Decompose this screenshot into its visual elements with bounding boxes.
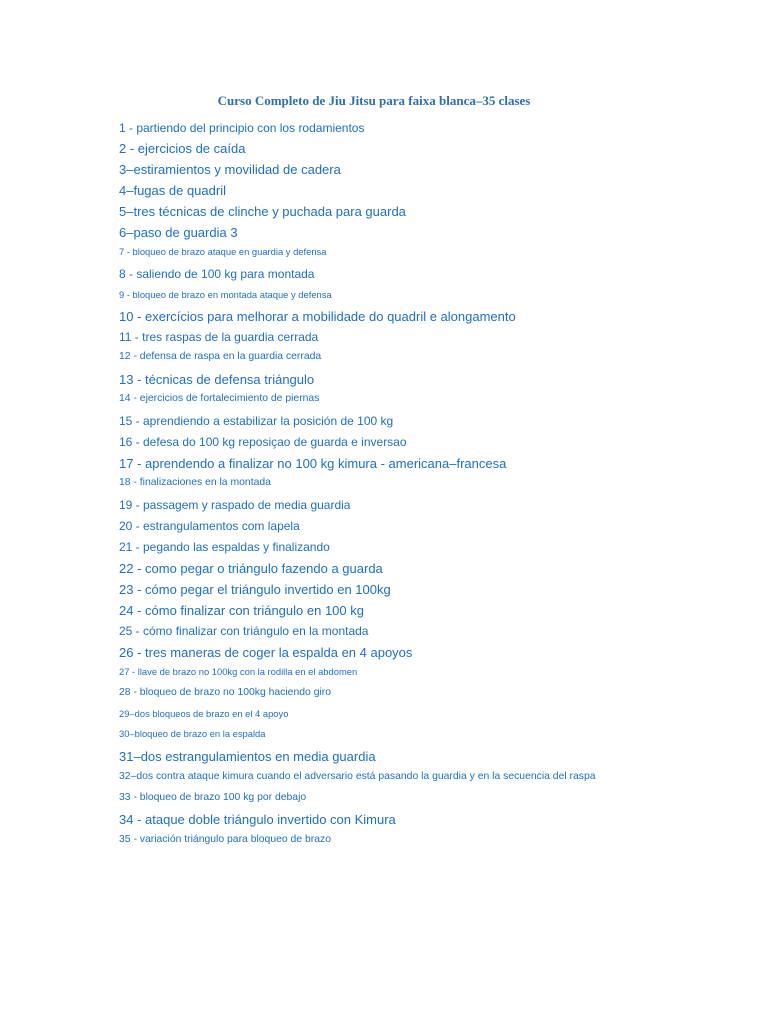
document-title: Curso Completo de Jiu Jitsu para faixa blanca–35 clases — [217, 93, 531, 108]
lesson-item: 25 - cómo finalizar con triángulo en la montada — [119, 624, 369, 638]
lesson-item: 16 - defesa do 100 kg reposiçao de guarda e inversao — [119, 435, 407, 449]
lesson-item: 1 - partiendo del principio con los rodamientos — [119, 121, 365, 135]
lesson-item: 13 - técnicas de defensa triángulo — [119, 372, 315, 387]
lesson-item: 12 - defensa de raspa en la guardia cerrada — [119, 351, 322, 362]
lesson-item: 30–bloqueo de brazo en la espalda — [119, 728, 266, 739]
lesson-item: 19 - passagem y raspado de media guardia — [119, 498, 351, 512]
lesson-item: 6–paso de guardia 3 — [119, 225, 238, 240]
lesson-item: 34 - ataque doble triángulo invertido con Kimura — [119, 812, 396, 827]
lesson-item: 33 - bloqueo de brazo 100 kg por debajo — [119, 792, 307, 803]
lesson-item: 17 - aprendendo a finalizar no 100 kg kimura - americana–francesa — [119, 456, 507, 471]
lesson-item: 18 - finalizaciones en la montada — [119, 477, 271, 488]
lesson-item: 21 - pegando las espaldas y finalizando — [119, 540, 330, 554]
lesson-item: 26 - tres maneras de coger la espalda en 4 apoyos — [119, 645, 413, 660]
lesson-item: 24 - cómo finalizar con triángulo en 100 kg — [119, 603, 364, 618]
lesson-item: 11 - tres raspas de la guardia cerrada — [119, 330, 319, 344]
lesson-item: 15 - aprendiendo a estabilizar la posición de 100 kg — [119, 414, 394, 428]
lesson-item: 23 - cómo pegar el triángulo invertido en 100kg — [119, 582, 391, 597]
lesson-item: 29–dos bloqueos de brazo en el 4 apoyo — [119, 708, 289, 719]
lesson-item: 10 - exercícios para melhorar a mobilidade do quadril e alongamento — [119, 309, 516, 324]
lesson-item: 14 - ejercicios de fortalecimiento de piernas — [119, 393, 320, 404]
lesson-item: 35 - variación triángulo para bloqueo de brazo — [119, 834, 331, 845]
lesson-item: 32–dos contra ataque kimura cuando el adversario está pasando la guardia y en la secuencia del raspa — [119, 771, 596, 782]
lesson-item: 20 - estrangulamentos com lapela — [119, 519, 300, 533]
lesson-item: 8 - saliendo de 100 kg para montada — [119, 267, 315, 281]
lesson-item: 2 - ejercicios de caída — [119, 141, 246, 156]
lesson-item: 4–fugas de quadril — [119, 183, 226, 198]
lesson-item: 7 - bloqueo de brazo ataque en guardia y defensa — [119, 246, 327, 257]
lesson-item: 31–dos estrangulamientos en media guardia — [119, 749, 376, 764]
lesson-item: 22 - como pegar o triángulo fazendo a guarda — [119, 561, 383, 576]
lesson-item: 28 - bloqueo de brazo no 100kg haciendo giro — [119, 687, 332, 698]
lesson-item: 27 - llave de brazo no 100kg con la rodilla en el abdomen — [119, 666, 358, 677]
lesson-item: 3–estiramientos y movilidad de cadera — [119, 162, 341, 177]
lesson-item: 9 - bloqueo de brazo en montada ataque y defensa — [119, 289, 332, 300]
lesson-item: 5–tres técnicas de clinche y puchada para guarda — [119, 204, 406, 219]
